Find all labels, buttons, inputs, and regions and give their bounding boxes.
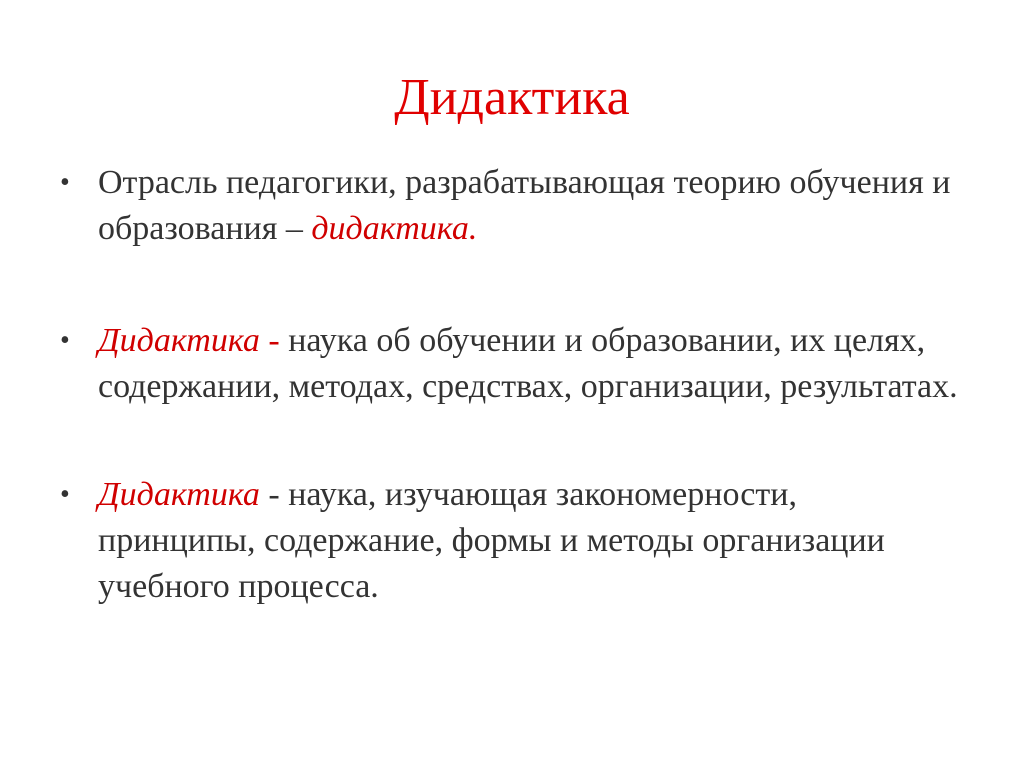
term-highlight: дидактика.	[311, 210, 478, 247]
bullet-list	[60, 160, 960, 610]
bullet-text: Отрасль педагогики, разрабатывающая теорию обучения и образования –	[98, 164, 951, 247]
term-highlight: Дидактика -	[98, 322, 289, 359]
bullet-item-1	[60, 160, 960, 252]
bullet-marker-icon: •	[60, 479, 70, 510]
bullet-text: - наука, изучающая закономерности, принципы, содержание, формы и методы организации учебного процесса.	[98, 476, 885, 605]
bullet-marker-icon: •	[60, 325, 70, 356]
bullet-text: наука об обучении и образовании, их целях, содержании, методах, средствах, организации, результатах.	[98, 322, 958, 405]
bullet-item-3	[60, 472, 960, 610]
slide-title: Дидактика	[394, 69, 630, 126]
term-highlight: Дидактика	[98, 476, 269, 513]
bullet-marker-icon: •	[60, 167, 70, 198]
bullet-item-2	[60, 318, 960, 410]
